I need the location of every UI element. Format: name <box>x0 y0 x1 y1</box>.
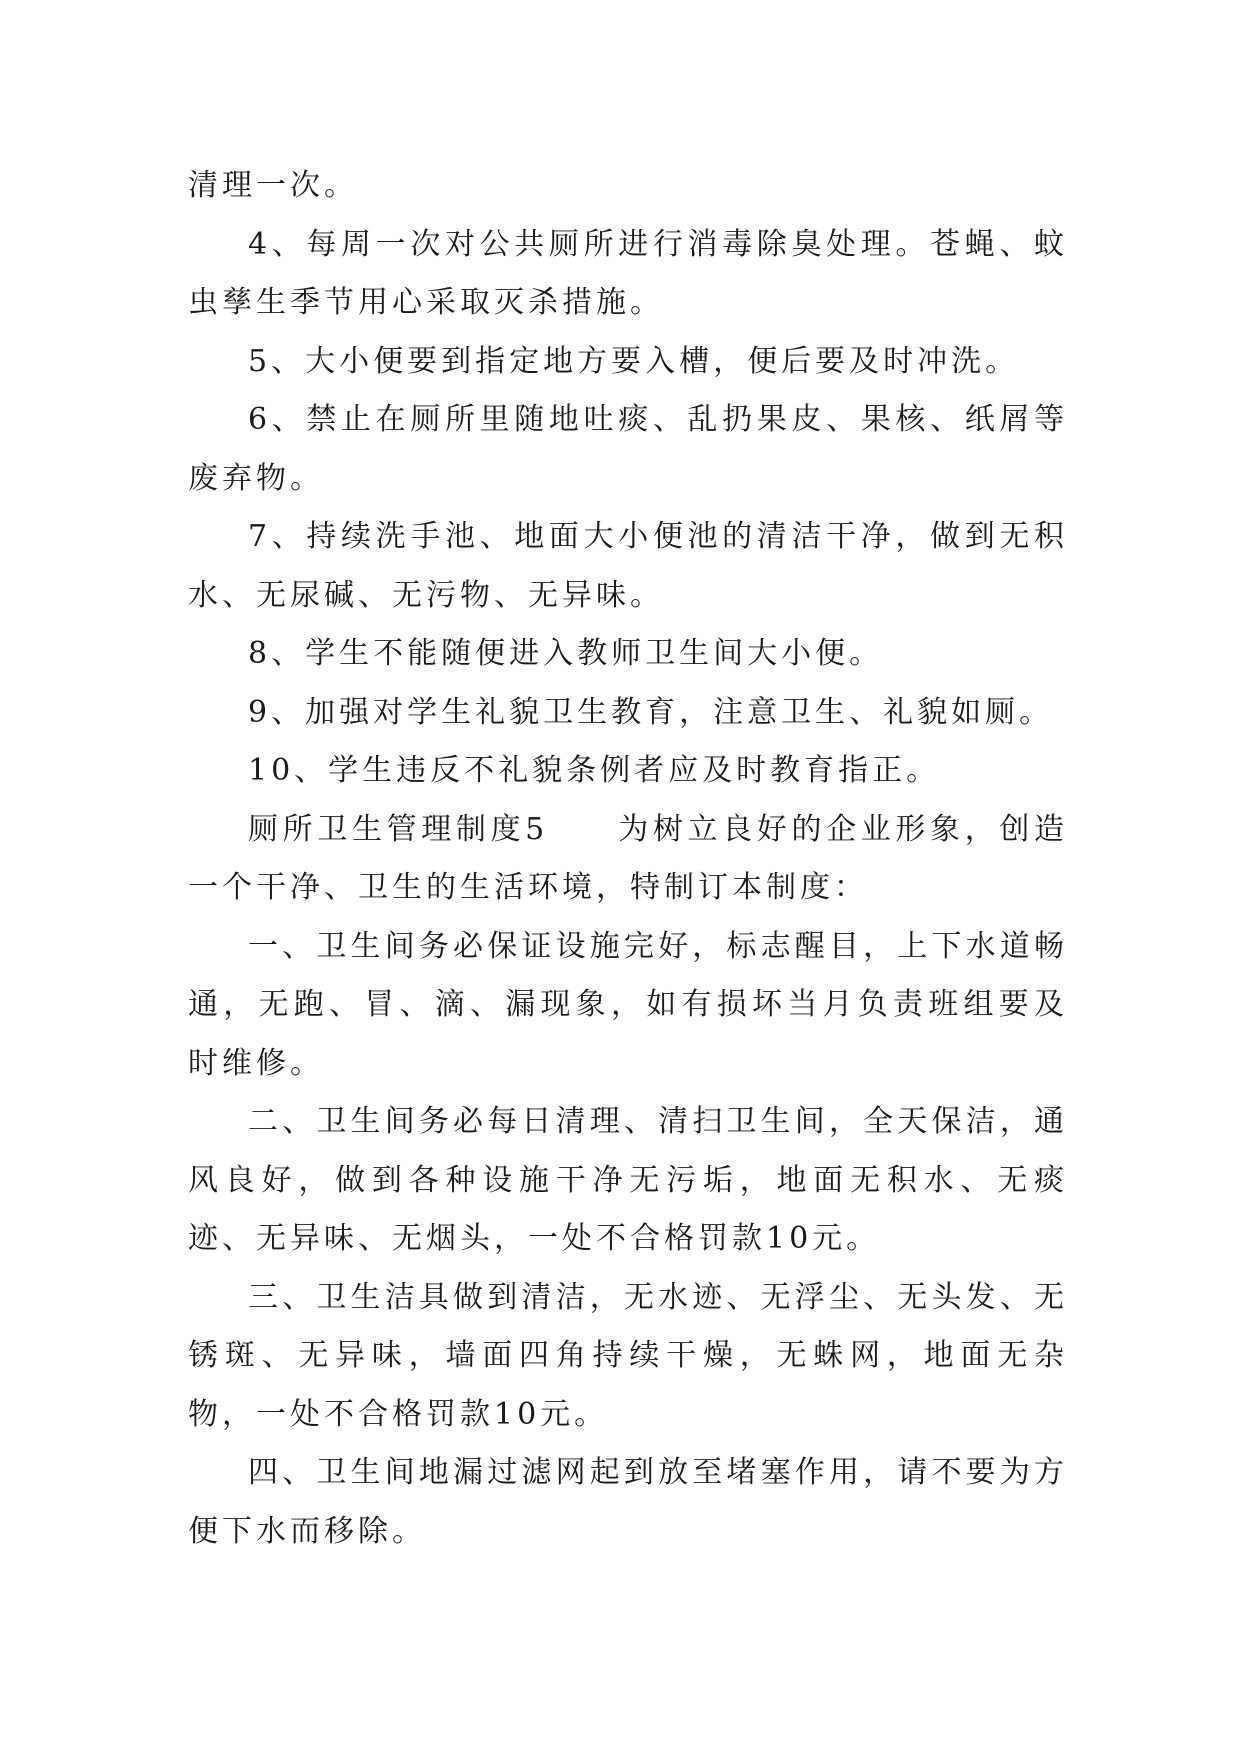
paragraph-item-4: 4、每周一次对公共厕所进行消毒除臭处理。苍蝇、蚊虫孳生季节用心采取灭杀措施。 <box>188 226 1068 320</box>
paragraph-item-6: 6、禁止在厕所里随地吐痰、乱扔果皮、果核、纸屑等废弃物。 <box>188 402 1068 496</box>
document-body <box>188 157 1068 1561</box>
paragraph-item-10: 10、学生违反不礼貌条例者应及时教育指正。 <box>248 753 941 788</box>
paragraph-item-7: 7、持续洗手池、地面大小便池的清洁干净，做到无积水、无尿碱、无污物、无异味。 <box>188 519 1068 613</box>
paragraph-rule-4: 四、卫生间地漏过滤网起到放至堵塞作用，请不要为方便下水而移除。 <box>188 1455 1068 1549</box>
paragraph-rule-1: 一、卫生间务必保证设施完好，标志醒目，上下水道畅通，无跑、冒、滴、漏现象，如有损坏当月负责班组要及时维修。 <box>188 928 1068 1081</box>
paragraph-rule-3: 三、卫生洁具做到清洁，无水迹、无浮尘、无头发、无锈斑、无异味，墙面四角持续干燥，无蛛网，地面无杂物，一处不合格罚款10元。 <box>188 1279 1068 1432</box>
paragraph-item-5: 5、大小便要到指定地方要入槽，便后要及时冲洗。 <box>248 343 1020 379</box>
paragraph-continuation: 清理一次。 <box>188 168 358 203</box>
paragraph-rule-2: 二、卫生间务必每日清理、清扫卫生间，全天保洁，通风良好，做到各种设施干净无污垢，地面无积水、无痰迹、无异味、无烟头，一处不合格罚款10元。 <box>188 1104 1068 1256</box>
section-heading-paragraph: 厕所卫生管理制度5 为树立良好的企业形象，创造一个干净、卫生的生活环境，特制订本制度： <box>188 811 1068 905</box>
paragraph-item-9: 9、加强对学生礼貌卫生教育，注意卫生、礼貌如厕。 <box>248 694 1054 730</box>
paragraph-item-8: 8、学生不能随便进入教师卫生间大小便。 <box>248 636 884 671</box>
